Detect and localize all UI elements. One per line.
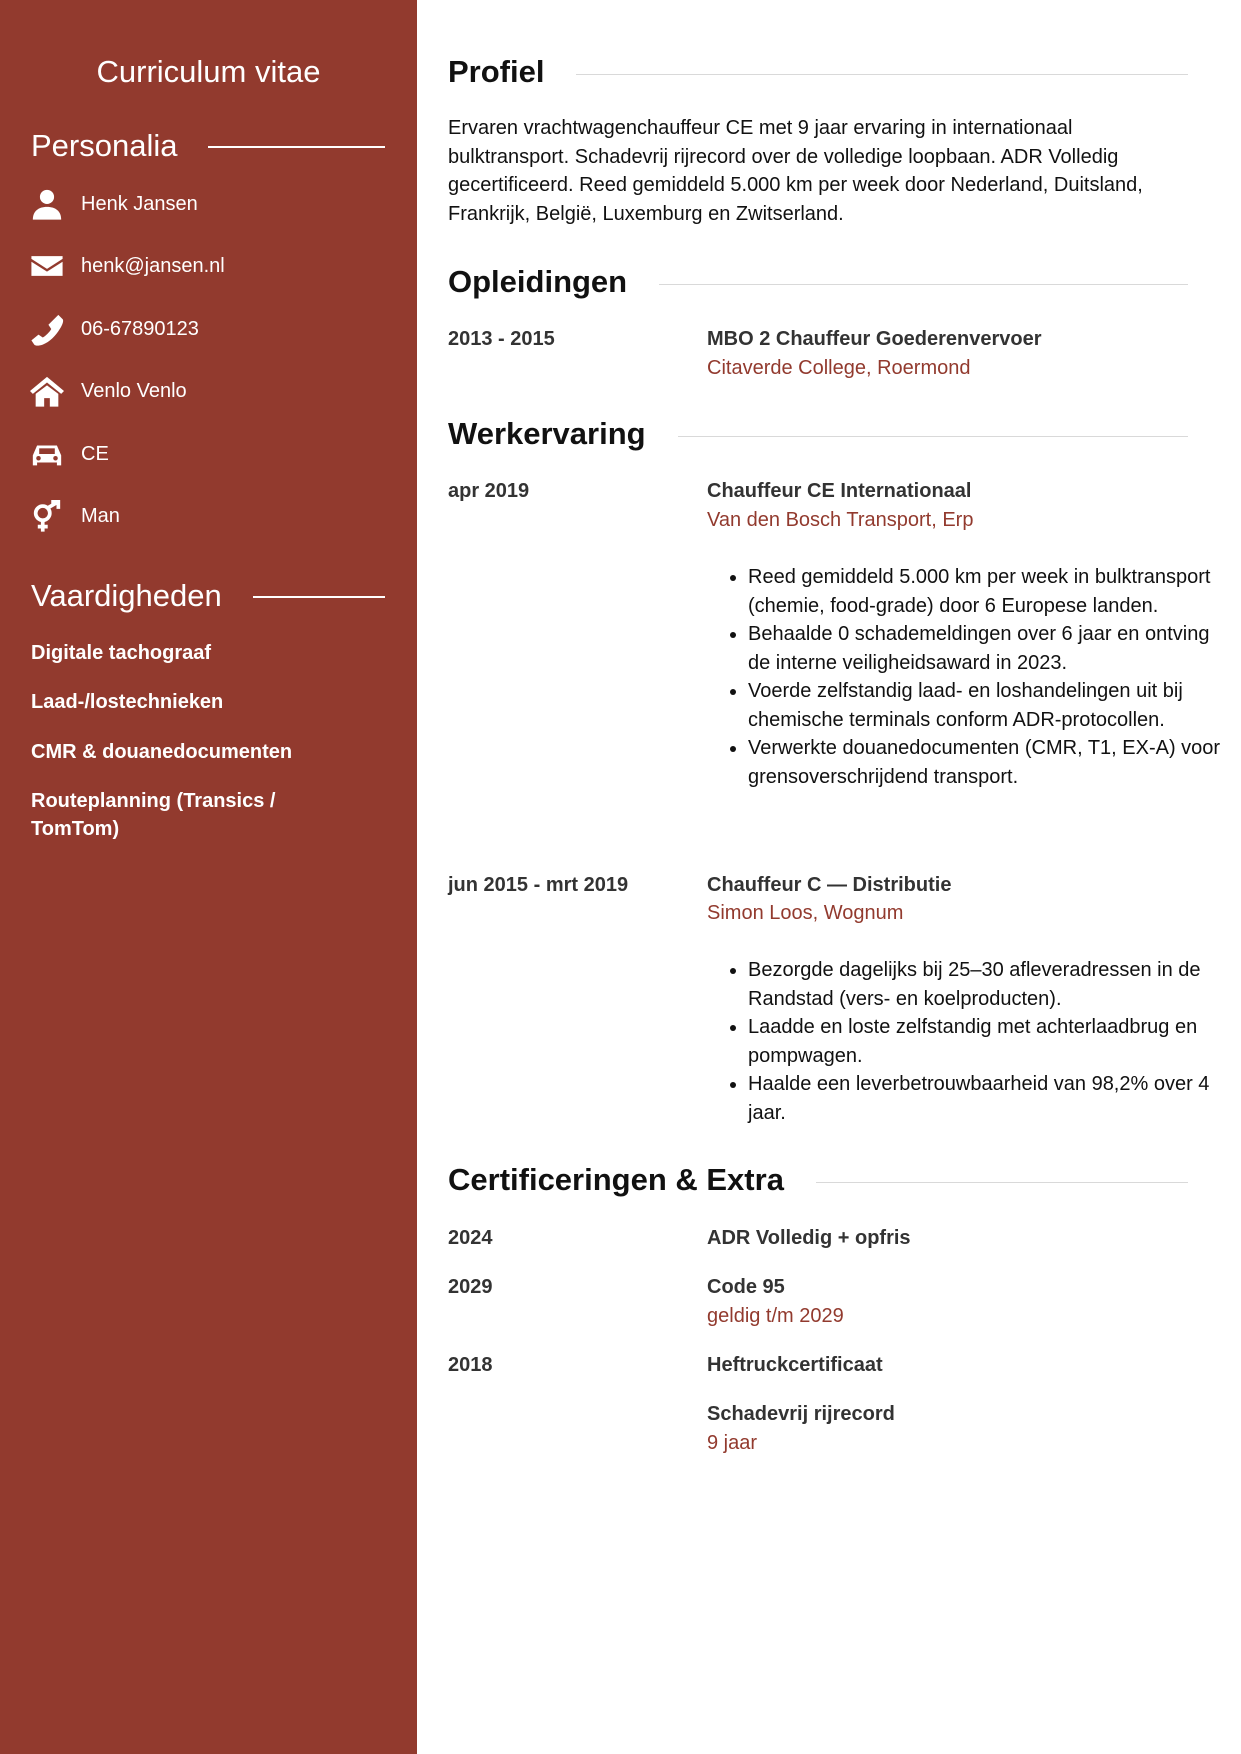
work-divider: [678, 436, 1188, 437]
list-item: • Voerde zelfstandig laad- en loshandelingen uit bij chemische terminals conform ADR-protocollen.: [748, 677, 1230, 734]
work-heading: [448, 414, 1188, 454]
personalia-phone: [29, 311, 199, 347]
envelope-icon: [29, 248, 65, 284]
skill-item: Digitale tachograaf: [31, 642, 212, 664]
cv-title: Curriculum vitae: [96, 54, 321, 89]
education-heading-label: Opleidingen: [448, 264, 628, 299]
work-company: Van den Bosch Transport, Erp: [707, 509, 974, 531]
personalia-email: [29, 248, 225, 284]
personalia-phone-text[interactable]: 06-67890123: [81, 317, 199, 340]
list-item: • Reed gemiddeld 5.000 km per week in bulktransport (chemie, food-grade) door 6 Europese landen.: [748, 563, 1230, 620]
user-icon: [29, 186, 65, 222]
work-date: jun 2015 - mrt 2019: [448, 874, 629, 896]
cert-title: Heftruckcertificaat: [707, 1354, 883, 1376]
personalia-address: [29, 373, 187, 409]
personalia-gender-text: Man: [81, 504, 120, 527]
cert-note: 9 jaar: [707, 1432, 758, 1454]
cert-date: 2029: [448, 1276, 493, 1298]
sidebar: [0, 0, 417, 1754]
education-divider: [659, 284, 1188, 285]
work-title: Chauffeur CE Internationaal: [707, 480, 972, 502]
cert-title: ADR Volledig + opfris: [707, 1227, 911, 1249]
skills-heading-label: Vaardigheden: [31, 578, 222, 613]
personalia-name: [29, 186, 198, 222]
personalia-license-text: CE: [81, 442, 109, 465]
list-item: • Haalde een leverbetrouwbaarheid van 98,2% over 4 jaar.: [748, 1070, 1230, 1127]
work-title: Chauffeur C — Distributie: [707, 874, 952, 896]
work-bullets: [707, 956, 1230, 1127]
education-date: 2013 - 2015: [448, 328, 555, 350]
personalia-heading-label: Personalia: [31, 128, 178, 163]
work-company: Simon Loos, Wognum: [707, 902, 904, 924]
cert-date: 2024: [448, 1227, 493, 1249]
skill-item: CMR & douanedocumenten: [31, 741, 293, 763]
list-item: • Behaalde 0 schademeldingen over 6 jaar en ontving de interne veiligheidsaward in 2023.: [748, 620, 1230, 677]
cert-date: 2018: [448, 1354, 493, 1376]
profile-heading-label: Profiel: [448, 54, 545, 89]
cert-heading-label: Certificeringen & Extra: [448, 1162, 784, 1197]
skill-item: Routeplanning (Transics / TomTom): [31, 790, 276, 840]
phone-icon: [29, 311, 65, 347]
gender-icon: [29, 498, 65, 534]
profile-divider: [576, 74, 1188, 75]
personalia-address-text: Venlo Venlo: [81, 379, 187, 402]
personalia-license: [29, 436, 109, 472]
personalia-divider: [208, 146, 385, 148]
home-icon: [29, 373, 65, 409]
list-item: • Bezorgde dagelijks bij 25–30 afleveradressen in de Randstad (vers- en koelproducten).: [748, 956, 1230, 1013]
education-school: Citaverde College, Roermond: [707, 357, 971, 379]
education-heading: [448, 262, 1188, 302]
cert-heading: [448, 1160, 1188, 1200]
work-bullets: [707, 563, 1230, 791]
list-item: • Laadde en loste zelfstandig met achterlaadbrug en pompwagen.: [748, 1013, 1230, 1070]
cert-title: Schadevrij rijrecord: [707, 1403, 895, 1425]
car-icon: [29, 436, 65, 472]
list-item: • Verwerkte douanedocumenten (CMR, T1, EX-A) voor grensoverschrijdend transport.: [748, 734, 1230, 791]
cert-note: geldig t/m 2029: [707, 1305, 844, 1327]
personalia-name-text: Henk Jansen: [81, 192, 198, 215]
cert-divider: [816, 1182, 1188, 1183]
skills-heading: [31, 576, 385, 616]
education-title: MBO 2 Chauffeur Goederenvervoer: [707, 328, 1042, 350]
profile-heading: [448, 52, 1188, 92]
profile-text: Ervaren vrachtwagenchauffeur CE met 9 jaar ervaring in internationaal bulktransport. Schadevrij rijrecord over de volledige loopbaan. ADR Volledig gecertificeerd. Reed gemiddeld 5.000 km per week door Nederland, Duitsland, Frankrijk, België, Luxemburg en Zwitserland.: [448, 117, 1143, 225]
work-heading-label: Werkervaring: [448, 416, 646, 451]
skill-item: Laad-/lostechnieken: [31, 691, 224, 713]
skills-divider: [253, 596, 385, 598]
personalia-heading: [31, 126, 385, 166]
work-date: apr 2019: [448, 480, 530, 502]
cert-title: Code 95: [707, 1276, 785, 1298]
personalia-email-text[interactable]: henk@jansen.nl: [81, 254, 225, 277]
personalia-gender: [29, 498, 120, 534]
